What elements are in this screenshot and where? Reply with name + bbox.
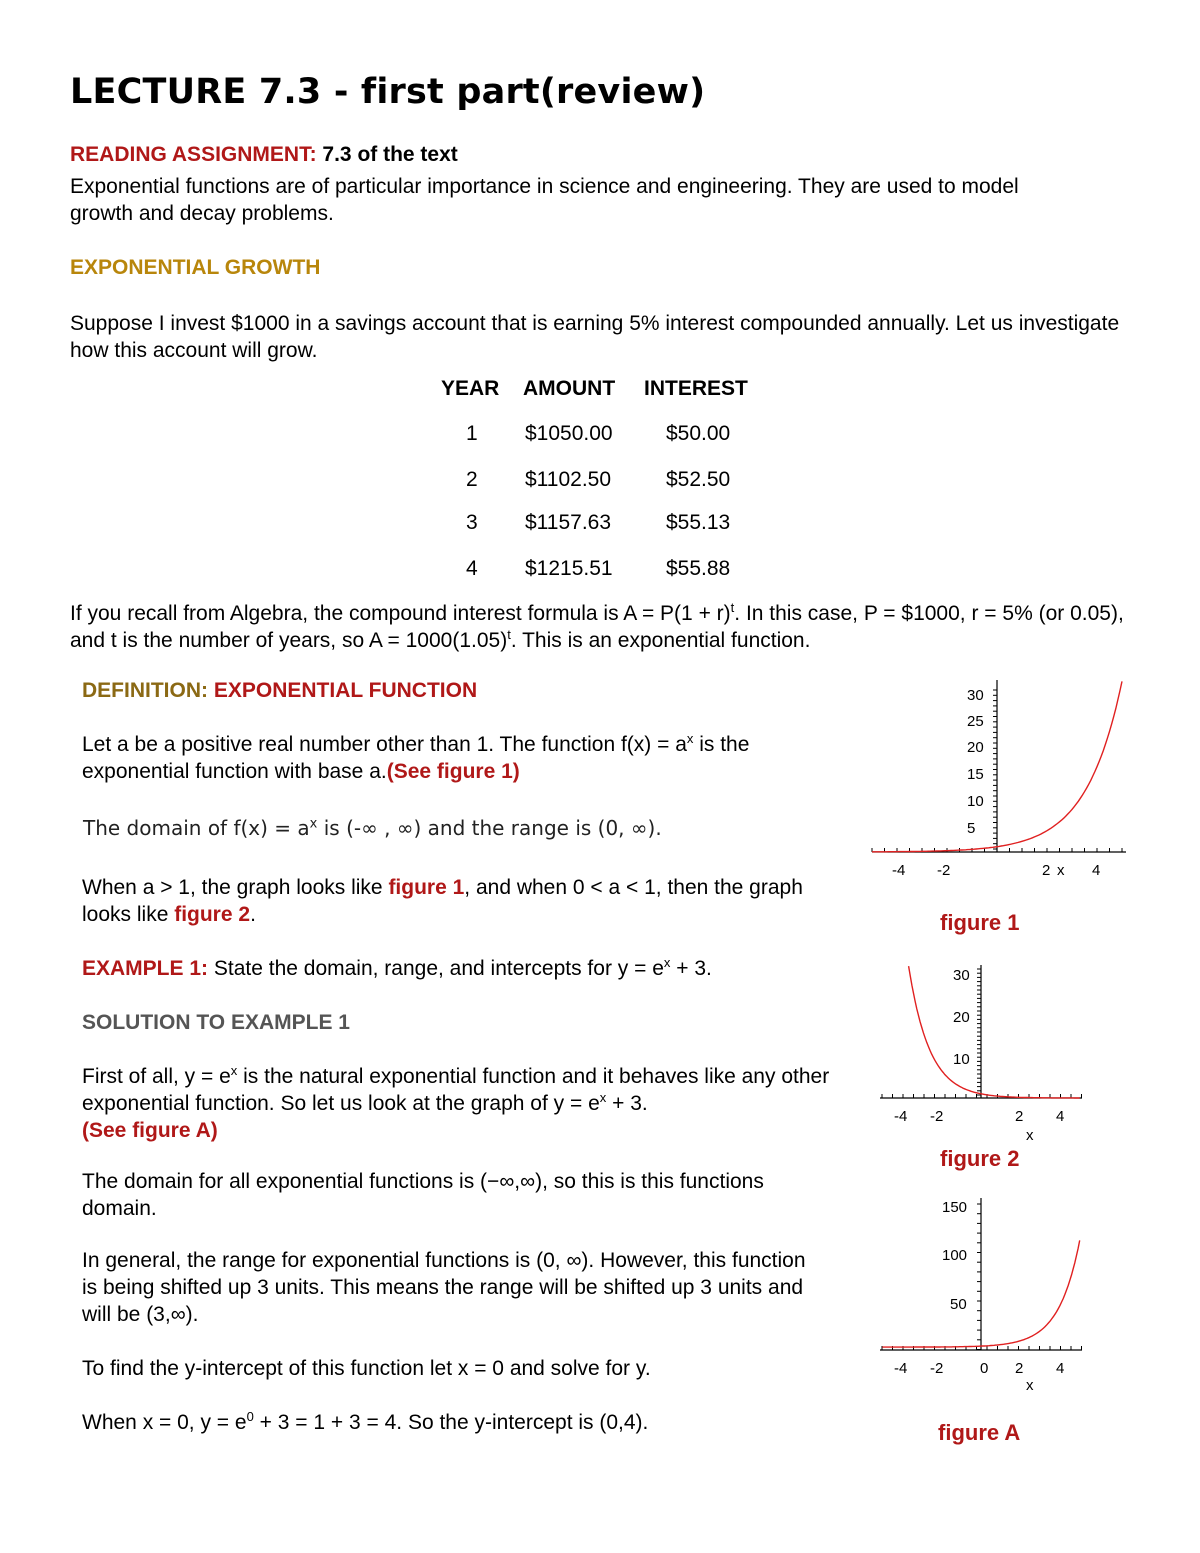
solution-paragraph-4: To find the y-intercept of this function let x = 0 and solve for y. [82,1357,651,1380]
formula-sup: t [730,600,735,615]
x-tick-label: 0 [980,1360,989,1377]
table-header-interest: INTEREST [644,377,748,400]
y-tick-label: 150 [942,1199,968,1216]
table-cell: $1157.63 [525,511,612,534]
figure-1-graph [860,670,1140,885]
solution-paragraph-3: In general, the range for exponential functions is (0, ∞). However, this function is being shifted up 3 units. This means the range will be shifted up 3 units and will be (3,∞). [82,1249,806,1326]
definition-paragraph [82,731,802,785]
x-tick-label: -2 [930,1108,944,1125]
see-figure-1-link: (See figure 1) [386,760,520,783]
solution-paragraph-5 [82,1409,822,1436]
x-tick-label: -2 [930,1360,944,1377]
solution-sup: 0 [246,1409,254,1424]
y-tick-label: 15 [967,766,984,783]
figure-1-ref: figure 1 [388,876,465,899]
x-tick-label: 4 [1056,1360,1065,1377]
y-tick-label: 5 [967,820,976,837]
table-cell: $1215.51 [525,557,613,580]
x-tick-label: -4 [894,1360,908,1377]
exponential-curve [909,966,1080,1098]
formula-text: . This is an exponential function. [510,629,811,652]
solution-sup: x [599,1090,607,1105]
y-tick-label: 25 [967,713,984,730]
definition-text: Let a be a positive real number other than 1. The function f(x) = a [82,733,687,756]
example-text: State the domain, range, and intercepts for y = e [208,957,664,980]
reading-label: READING ASSIGNMENT: [70,143,317,166]
example-sup: x [663,955,671,970]
when-text: . [250,903,256,926]
x-axis-label: x [1026,1127,1034,1144]
table-header-year: YEAR [441,377,500,400]
x-axis-label: x [1057,862,1065,879]
formula-text: . In this case, P = $1000, r = 5% (or 0.05), and t is the number of years, so A = 1000(1.05) [70,602,1124,652]
definition-text: is the exponential function with base a. [82,733,750,783]
figure-2-graph [868,955,1098,1145]
reading-text: 7.3 of the text [316,143,458,166]
example-1 [82,955,842,982]
definition-heading [82,677,477,704]
x-tick-label: -4 [892,862,906,879]
when-text: When a > 1, the graph looks like [82,876,389,899]
reading-assignment [70,141,1140,168]
table-cell: 2 [466,468,478,491]
y-tick-label: 10 [953,1051,970,1068]
table-cell: $1050.00 [525,422,613,445]
y-tick-label: 50 [950,1296,967,1313]
y-tick-label: 10 [967,793,984,810]
solution-text: + 3 = 1 + 3 = 4. So the y-intercept is (0,4). [253,1411,649,1434]
domain-paragraph [83,816,662,840]
y-tick-label: 30 [953,967,970,984]
table-cell: 4 [466,557,478,580]
figure-2-caption: figure 2 [940,1146,1020,1171]
y-tick-label: 100 [942,1247,968,1264]
y-tick-label: 20 [953,1009,970,1026]
table-cell: $52.50 [666,468,731,491]
formula-paragraph [70,600,1145,654]
x-tick-label: -2 [937,862,951,879]
solution-text: When x = 0, y = e [82,1411,247,1434]
table-cell: 3 [466,511,478,534]
table-header-amount: AMOUNT [523,377,616,400]
domain-text: is (-∞ , ∞) and the range is (0, ∞). [317,816,662,840]
table-cell: $1102.50 [525,468,612,491]
growth-heading: EXPONENTIAL GROWTH [70,256,321,279]
example-label: EXAMPLE 1: [82,957,209,980]
formula-text: If you recall from Algebra, the compound interest formula is A = P(1 + r) [70,602,731,625]
definition-label: DEFINITION: [82,679,208,702]
solution-text: + 3. [606,1092,648,1115]
x-tick-label: 2 [1015,1108,1024,1125]
x-tick-label: 4 [1056,1108,1065,1125]
figure-a-caption: figure A [938,1420,1021,1445]
x-axis-label: x [1026,1377,1034,1394]
solution-text: First of all, y = e [82,1065,231,1088]
when-paragraph [82,874,832,928]
y-tick-label: 20 [967,739,984,756]
solution-sup: x [230,1063,238,1078]
x-tick-label: 4 [1092,862,1101,879]
intro-paragraph: Exponential functions are of particular importance in science and engineering. They are used to model growth and decay problems. [70,175,1019,225]
when-text: , and when 0 < a < 1, then the graph looks like [82,876,803,926]
example-text: + 3. [670,957,712,980]
definition-title: EXPONENTIAL FUNCTION [208,679,478,702]
figure-1-caption: figure 1 [940,910,1020,935]
x-tick-label: -4 [894,1108,908,1125]
table-cell: $55.13 [666,511,731,534]
definition-sup: x [686,731,694,746]
page-title: LECTURE 7.3 - first part(review) [70,72,706,112]
figure-2-ref: figure 2 [174,903,251,926]
table-cell: $50.00 [666,422,731,445]
table-cell: 1 [466,422,478,445]
solution-heading: SOLUTION TO EXAMPLE 1 [82,1011,350,1034]
x-tick-label: 2 [1042,862,1051,879]
see-figure-a-link: (See figure A) [82,1119,218,1142]
solution-paragraph-1 [82,1063,832,1144]
solution-text: is the natural exponential function and it behaves like any other exponential function. So let us look at the graph of y = e [82,1065,830,1115]
solution-paragraph-2: The domain for all exponential functions is (−∞,∞), so this is this functions domain. [82,1170,764,1220]
growth-paragraph: Suppose I invest $1000 in a savings account that is earning 5% interest compounded annually. Let us investigate how this account will grow. [70,312,1120,362]
domain-text: The domain of f(x) = a [83,816,310,840]
figure-a-graph [868,1190,1098,1400]
y-tick-label: 30 [967,687,984,704]
x-tick-label: 2 [1015,1360,1024,1377]
formula-sup: t [507,627,511,642]
domain-sup: x [309,816,318,832]
table-cell: $55.88 [666,557,731,580]
